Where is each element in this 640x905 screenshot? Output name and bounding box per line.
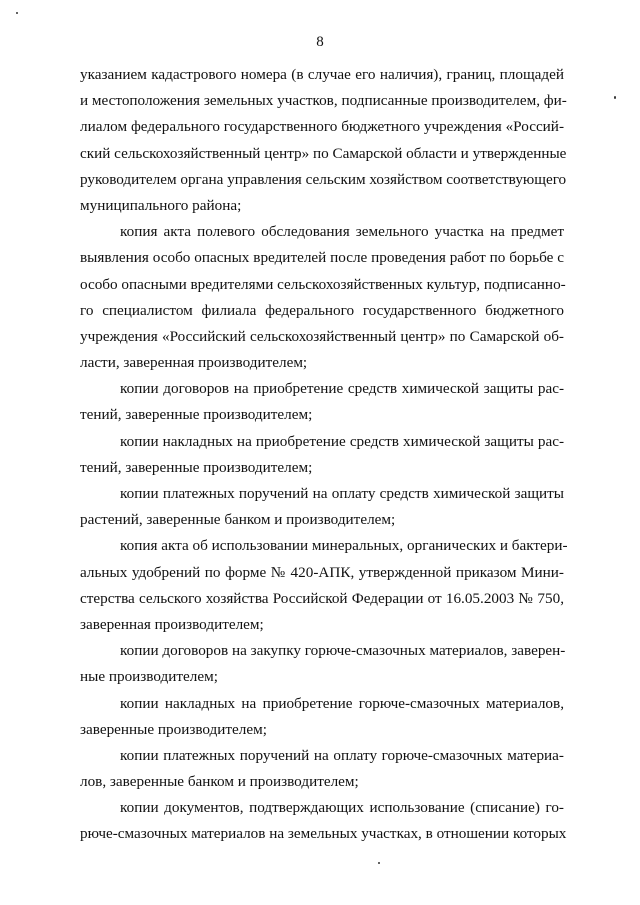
scan-speck	[16, 12, 18, 14]
paragraph-3	[80, 376, 564, 428]
text-line: ласти, заверенная производителем;	[80, 354, 308, 372]
text-line: копии договоров на закупку горюче-смазочных материалов, заверен-	[120, 642, 566, 660]
text-line: заверенная производителем;	[80, 615, 264, 633]
paragraph-9	[80, 743, 564, 795]
text-line: альных удобрений по форме № 420-АПК, утвержденной приказом Мини-	[80, 563, 564, 581]
text-line: копии договоров на приобретение средств химической защиты рас-	[120, 380, 564, 398]
paragraph-4	[80, 429, 564, 481]
text-line: лиалом федерального государственного бюджетного учреждения «Россий-	[80, 118, 564, 136]
scan-speck	[614, 96, 616, 99]
text-line: указанием кадастрового номера (в случае его наличия), границ, площадей	[80, 66, 564, 83]
text-line: копии платежных поручений на оплату горюче-смазочных материа-	[120, 746, 564, 764]
text-line: растений, заверенные банком и производителем;	[80, 511, 396, 529]
text-line: тений, заверенные производителем;	[80, 406, 313, 424]
paragraph-2	[80, 219, 564, 376]
paragraph-1	[80, 62, 567, 219]
text-line: руководителем органа управления сельским хозяйством соответствующего	[80, 170, 567, 188]
paragraph-7	[80, 638, 564, 690]
text-line: копии накладных на приобретение средств химической защиты рас-	[120, 432, 564, 450]
paragraph-8	[80, 691, 564, 743]
paragraph-10	[80, 795, 567, 847]
text-line: копия акта полевого обследования земельного участка на предмет	[120, 223, 564, 241]
text-line: муниципального района;	[80, 196, 242, 214]
text-line: ные производителем;	[80, 668, 218, 686]
text-line: рюче-смазочных материалов на земельных участках, в отношении которых	[80, 825, 567, 843]
text-line: учреждения «Российский сельскохозяйственный центр» по Самарской об-	[80, 327, 564, 345]
text-line: копии накладных на приобретение горюче-смазочных материалов,	[120, 694, 564, 712]
text-line: лов, заверенные банком и производителем;	[80, 773, 359, 791]
text-line: тений, заверенные производителем;	[80, 458, 313, 476]
text-line: стерства сельского хозяйства Российской Федерации от 16.05.2003 № 750,	[80, 589, 564, 607]
page-number: 8	[316, 34, 324, 50]
scan-speck	[378, 862, 380, 864]
text-line: выявления особо опасных вредителей после проведения работ по борьбе с	[80, 249, 564, 267]
text-line: копии платежных поручений на оплату средств химической защиты	[120, 485, 564, 502]
text-line: и местоположения земельных участков, подписанные производителем, фи-	[80, 92, 567, 110]
text-line: особо опасными вредителями сельскохозяйственных культур, подписанно-	[80, 275, 566, 293]
paragraph-5	[80, 481, 564, 533]
text-line: копии документов, подтверждающих использование (списание) го-	[120, 799, 564, 817]
paragraph-6	[80, 533, 568, 638]
text-line: заверенные производителем;	[80, 720, 267, 738]
document-body	[80, 62, 568, 848]
text-line: копия акта об использовании минеральных, органических и бактери-	[120, 537, 568, 555]
text-line: ский сельскохозяйственный центр» по Самарской области и утвержденные	[80, 144, 567, 162]
text-line: го специалистом филиала федерального государственного бюджетного	[80, 301, 564, 319]
